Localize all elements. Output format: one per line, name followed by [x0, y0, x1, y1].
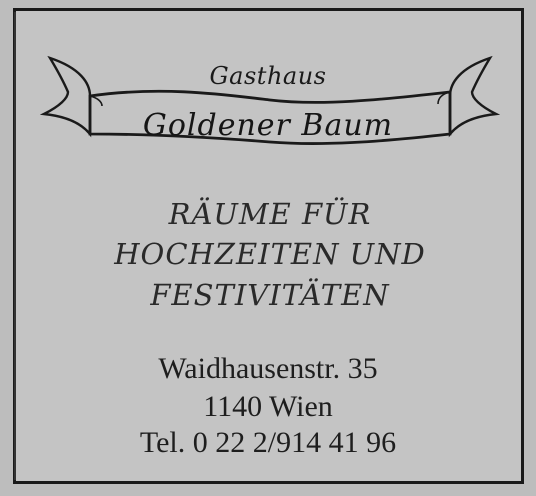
street-address: Waidhausenstr. 35: [158, 352, 378, 385]
venue-name: Goldener Baum: [142, 108, 394, 143]
headline-line-3: FESTIVITÄTEN: [150, 278, 390, 312]
city-line: 1140 Wien: [203, 390, 333, 423]
venue-kicker: Gasthaus: [209, 62, 327, 90]
headline-line-1: RÄUME FÜR: [168, 197, 372, 231]
phone-number: Tel. 0 22 2/914 41 96: [139, 426, 397, 459]
headline-line-2: HOCHZEITEN UND: [114, 237, 426, 271]
